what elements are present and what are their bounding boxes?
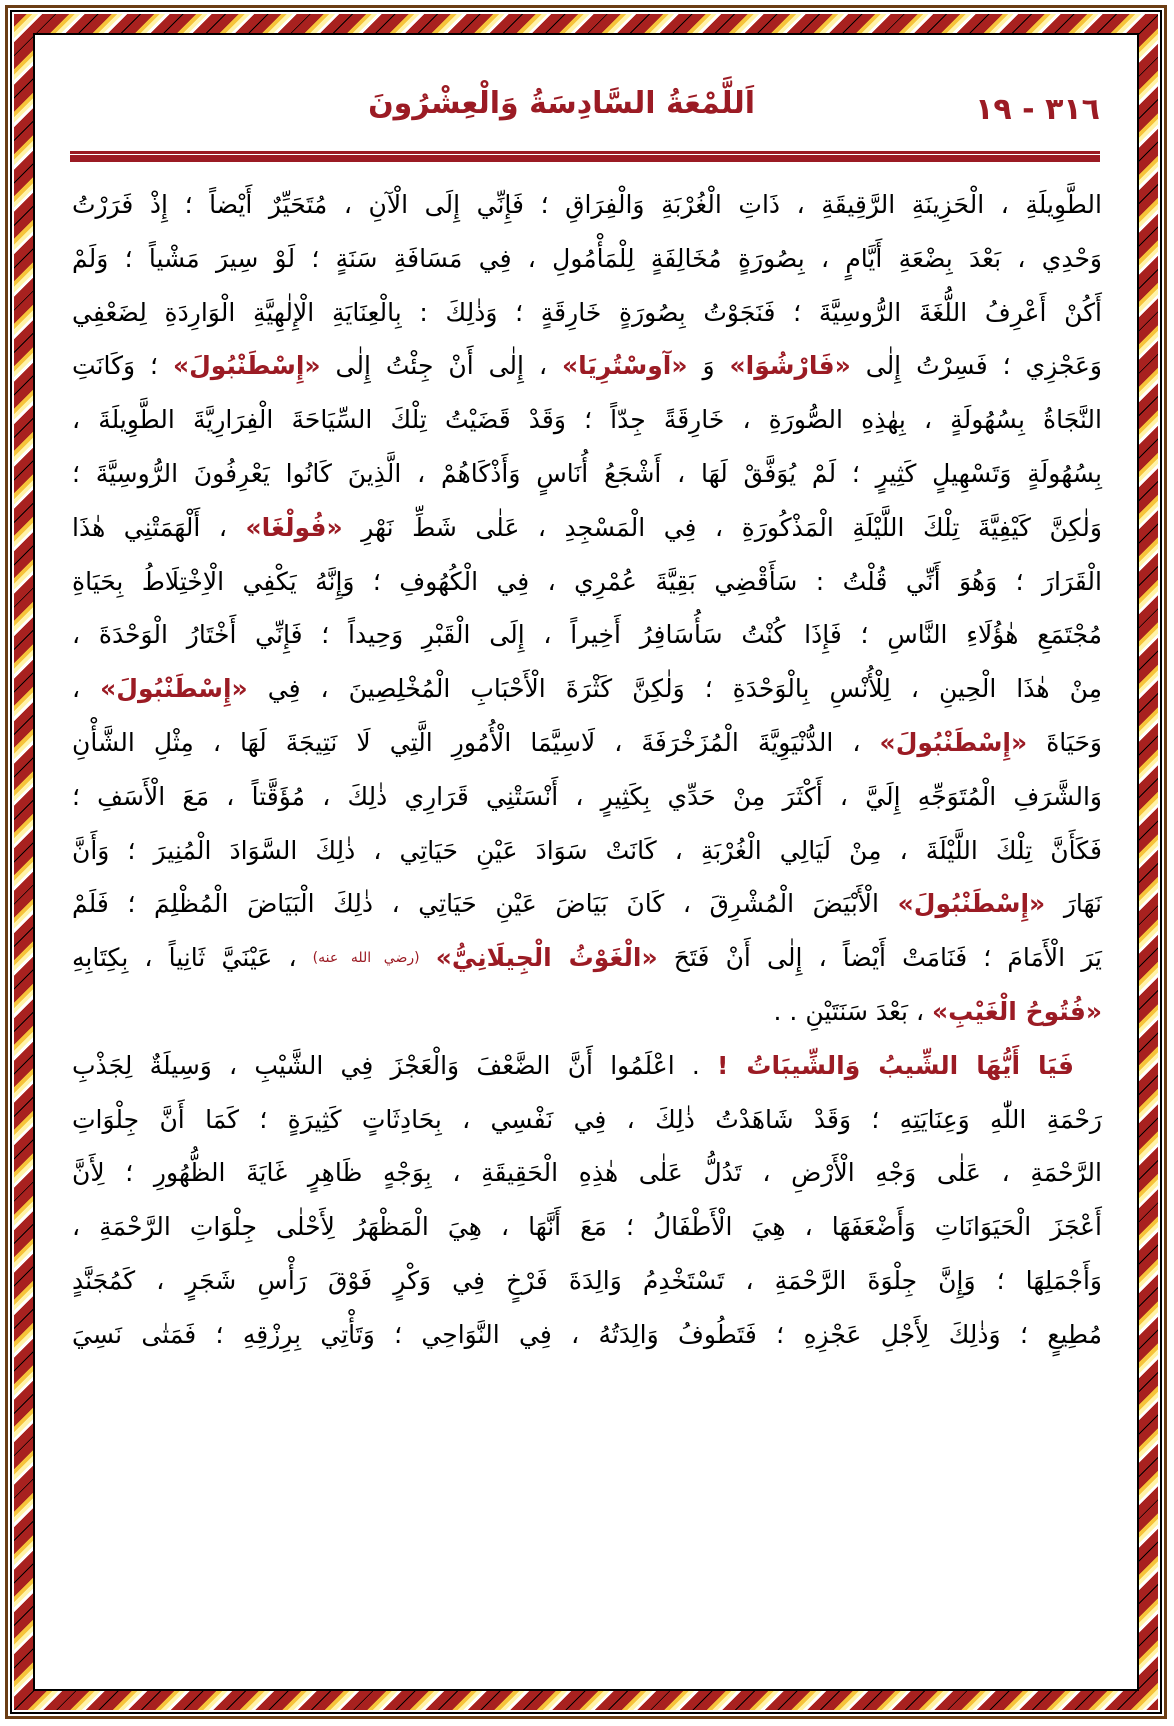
text-line	[72, 824, 1102, 878]
highlighted-term: «فُولْغَا»	[245, 512, 343, 542]
text-segment: وَلٰكِنَّ كَيْفِيَّةَ تِلْكَ اللَّيْلَةِ الْمَذْكُورَةِ ، فِي الْمَسْجِدِ ، عَلٰى شَطِّ نَهْرِ	[342, 512, 1102, 542]
text-line	[72, 931, 1102, 985]
highlighted-term: «فُتُوحُ الْغَيْبِ»	[931, 996, 1102, 1026]
text-line	[72, 608, 1102, 662]
text-line	[72, 178, 1102, 232]
text-line	[72, 232, 1102, 286]
header-rule-thick	[70, 155, 1100, 162]
text-segment: مُطِيعٍ ؛ وَذٰلِكَ لِأَجْلِ عَجْزِهِ ؛ فَتَطُوفُ وَالِدَتُهُ ، فِي النَّوَاحِي ؛ وَتَأْتِي بِرِزْقِهِ ؛ فَمَتٰى نَسِيَ	[72, 1319, 1102, 1349]
header-rule-thin	[70, 151, 1100, 154]
text-line	[72, 1093, 1102, 1147]
highlighted-term: «الْغَوْثُ الْجِيلَانِيُّ»	[435, 943, 658, 973]
text-segment	[420, 943, 436, 972]
text-segment: رَحْمَةِ اللّٰهِ وَعِنَايَتِهِ ؛ وَقَدْ شَاهَدْتُ ذٰلِكَ ، فِي نَفْسِي ، بِحَادِثَاتٍ كَثِيرَةٍ ؛ كَمَا أَنَّ جِلْوَاتِ	[72, 1104, 1102, 1134]
text-segment: ، إِلٰى أَنْ جِئْتُ إِلٰى	[320, 351, 562, 381]
page-number: ٣١٦ - ١٩	[975, 92, 1100, 127]
text-line	[72, 716, 1102, 770]
text-segment: ، عَيْنَيَّ ثَانِياً ، بِكِتَابِهِ	[72, 943, 313, 973]
page-header	[70, 78, 1100, 168]
text-segment: نَهَارَ	[1045, 889, 1102, 919]
text-segment: وَعَجْزِي ؛ فَسِرْتُ إِلٰى	[850, 351, 1103, 381]
text-line	[72, 447, 1102, 501]
highlighted-term: «إِسْطَنْبُولَ»	[100, 674, 248, 704]
text-line	[72, 770, 1102, 824]
text-line	[72, 286, 1102, 340]
text-segment: مِنْ هٰذَا الْحِينِ ، لِلْأُنْسِ بِالْوَحْدَةِ ؛ وَلٰكِنَّ كَثْرَةَ الْأَحْبَابِ الْمُخْلِصِينَ ، فِي	[247, 674, 1103, 704]
text-segment: ، الدُّنْيَوِيَّةَ الْمُزَخْرَفَةَ ، لَاسِيَّمَا الْأُمُورِ الَّتِي لَا نَتِيجَةَ لَهَا ، مِثْلِ الشَّأْنِ	[72, 727, 880, 757]
highlighted-term: «إِسْطَنْبُولَ»	[897, 889, 1046, 919]
highlighted-term: «فَارْشُوَا»	[729, 351, 851, 381]
honorific-symbol: (رضي الله عنه)	[312, 950, 420, 967]
text-segment: أَعْجَزَ الْحَيَوَانَاتِ وَأَضْعَفَهَا ، هِيَ الْأَطْفَالُ ؛ مَعَ أَنَّهَا ، هِيَ الْمَظْهَرُ لِأَحْلٰى جِلْوَاتِ الرَّحْمَةِ ،	[72, 1212, 1102, 1242]
text-line	[72, 393, 1102, 447]
text-line	[72, 1039, 1102, 1093]
highlighted-term: «إِسْطَنْبُولَ»	[172, 351, 321, 381]
text-segment: فَكَأَنَّ تِلْكَ اللَّيْلَةَ ، مِنْ لَيَالِي الْغُرْبَةِ ، كَانَتْ سَوَادَ عَيْنِ حَيَاتِي ، ذٰلِكَ السَّوَادَ الْمُنِيرَ ؛ وَأَنَّ	[72, 835, 1102, 865]
text-segment: الرَّحْمَةِ ، عَلٰى وَجْهِ الْأَرْضِ ، تَدُلُّ عَلٰى هٰذِهِ الْحَقِيقَةِ ، بِوَجْهٍ ظَاهِرٍ غَايَةَ الظُّهُورِ ؛ لِأَنَّ	[72, 1158, 1102, 1188]
text-line	[72, 877, 1102, 931]
text-segment: وَحْدِي ، بَعْدَ بِضْعَةِ أَيَّامٍ ، بِصُورَةٍ مُخَالِفَةٍ لِلْمَأْمُولِ ، فِي مَسَافَةِ سَنَةٍ ؛ لَوْ سِيرَ مَشْياً ؛ وَلَمْ	[72, 243, 1102, 273]
body-text	[72, 178, 1102, 1362]
text-segment: النَّجَاةُ بِسُهُولَةٍ ، بِهٰذِهِ الصُّورَةِ ، خَارِقَةً جِدّاً ؛ وَقَدْ قَضَيْتُ تِلْكَ السِّيَاحَةَ الْفِرَارِيَّةَ الطَّوِيلَةَ ،	[72, 405, 1102, 435]
text-segment: بِسُهُولَةٍ وَتَسْهِيلٍ كَثِيرٍ ؛ لَمْ يُوَفَّقْ لَهَا ، أَشْجَعُ أُنَاسٍ وَأَذْكَاهُمْ ، الَّذِينَ كَانُوا يَعْرِفُونَ الرُّوسِيَّةَ ؛	[72, 458, 1102, 488]
text-segment: أَكُنْ أَعْرِفُ اللُّغَةَ الرُّوسِيَّةَ ؛ فَنَجَوْتُ بِصُورَةٍ خَارِقَةٍ ؛ وَذٰلِكَ : بِالْعِنَايَةِ الْإِلٰهِيَّةِ الْوَارِدَةِ لِضَعْفِي	[72, 297, 1102, 327]
text-line	[72, 1200, 1102, 1254]
text-segment: ، أَلْهَمَتْنِي هٰذَا	[72, 512, 246, 542]
text-segment: ؛ وَكَانَتِ	[72, 351, 173, 381]
chapter-title: اَللَّمْعَةُ السَّادِسَةُ وَالْعِشْرُونَ	[368, 86, 755, 121]
text-segment: الْأَبْيَضَ الْمُشْرِقَ ، كَانَ بَيَاضَ عَيْنِ حَيَاتِي ، ذٰلِكَ الْبَيَاضَ الْمُظْلِمَ ؛ فَلَمْ	[72, 889, 898, 919]
text-segment: ، بَعْدَ سَنَتَيْنِ . .	[773, 996, 932, 1026]
text-line	[72, 339, 1102, 393]
text-segment: ،	[72, 674, 101, 704]
text-line	[72, 985, 1102, 1039]
text-segment: وَحَيَاةَ	[1027, 727, 1102, 757]
text-line	[72, 1254, 1102, 1308]
text-line	[72, 1146, 1102, 1200]
highlighted-term: «آوسْتُرِيَا»	[561, 351, 688, 381]
text-segment: وَالشَّرَفِ الْمُتَوَجِّهِ إِلَيَّ ، أَكْثَرَ مِنْ حَدِّي بِكَثِيرٍ ، أَنْسَتْنِي قَرَارِي ذٰلِكَ ، مُؤَقَّتاً ، مَعَ الْأَسَفِ ؛	[72, 781, 1102, 811]
text-line	[72, 1308, 1102, 1362]
text-segment: يَرَ الْأَمَامَ ؛ فَنَامَتْ أَيْضاً ، إِلٰى أَنْ فَتَحَ	[657, 943, 1102, 973]
highlighted-term: فَيَا أَيُّهَا الشِّيبُ وَالشِّيبَاتُ !	[717, 1050, 1074, 1080]
text-line	[72, 501, 1102, 555]
text-segment: مُجْتَمَعِ هٰؤُلَاءِ النَّاسِ ؛ فَإِذَا كُنْتُ سَأُسَافِرُ أَخِيراً ، إِلَى الْقَبْرِ وَحِيداً ؛ فَإِنِّي أَخْتَارُ الْوَحْدَةَ ،	[72, 620, 1102, 650]
text-segment: وَ	[687, 351, 730, 381]
highlighted-term: «إِسْطَنْبُولَ»	[879, 727, 1028, 757]
text-segment: وَأَجْمَلِهَا ؛ وَإِنَّ جِلْوَةَ الرَّحْمَةِ ، تَسْتَخْدِمُ وَالِدَةَ فَرْخٍ فِي وَكْرٍ فَوْقَ رَأْسِ شَجَرٍ ، كَمُجَنَّدٍ	[72, 1265, 1102, 1295]
text-line	[72, 555, 1102, 609]
text-segment: الطَّوِيلَةِ ، الْحَزِينَةِ الرَّقِيقَةِ ، ذَاتِ الْغُرْبَةِ وَالْفِرَاقِ ؛ فَإِنِّي إِلَى الْآنِ ، مُتَحَيِّرٌ أَيْضاً ؛ إِذْ فَرَرْتُ	[72, 190, 1102, 219]
text-line	[72, 662, 1102, 716]
text-segment: الْقَرَارَ ؛ وَهُوَ أَنِّي قُلْتُ : سَأَقْضِي بَقِيَّةَ عُمْرِي ، فِي الْكُهُوفِ ؛ وَإِنَّهُ يَكْفِي الْاِخْتِلَاطُ بِحَيَاةِ	[72, 566, 1102, 596]
text-segment: . اعْلَمُوا أَنَّ الضَّعْفَ وَالْعَجْزَ فِي الشَّيْبِ ، وَسِيلَةٌ لِجَذْبِ	[72, 1050, 718, 1080]
